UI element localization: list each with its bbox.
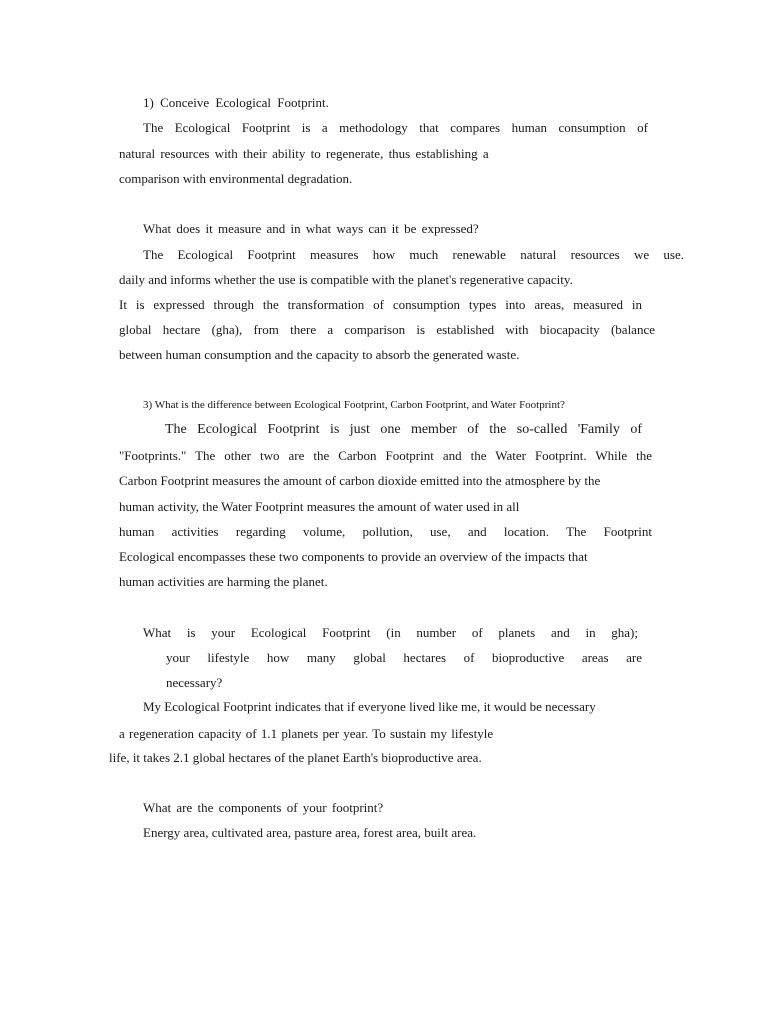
section-3-heading: 3) What is the difference between Ecological Footprint, Carbon Footprint, and Water Footprint? — [143, 399, 565, 411]
paragraph-line: global hectare (gha), from there a comparison is established with biocapacity (balance — [119, 322, 655, 337]
section-1-heading: 1) Conceive Ecological Footprint. — [143, 95, 329, 110]
paragraph-line: daily and informs whether the use is compatible with the planet's regenerative capacity. — [119, 272, 573, 287]
section-2-heading: What does it measure and in what ways can it be expressed? — [143, 221, 479, 236]
paragraph-line: It is expressed through the transformation of consumption types into areas, measured in — [119, 297, 642, 312]
paragraph-line: Carbon Footprint measures the amount of carbon dioxide emitted into the atmosphere by the — [119, 473, 601, 488]
section-4-heading: What is your Ecological Footprint (in number of planets and in gha); — [143, 625, 638, 640]
paragraph-line: between human consumption and the capacity to absorb the generated waste. — [119, 347, 520, 362]
paragraph-line: The Ecological Footprint is just one member of the so-called 'Family of — [165, 422, 642, 437]
paragraph-line: human activities regarding volume, pollution, use, and location. The Footprint — [119, 524, 652, 539]
paragraph-line: natural resources with their ability to regenerate, thus establishing a — [119, 146, 489, 161]
paragraph-line: human activities are harming the planet. — [119, 574, 328, 589]
paragraph-line: life, it takes 2.1 global hectares of the planet Earth's bioproductive area. — [109, 750, 482, 765]
paragraph-line: a regeneration capacity of 1.1 planets per year. To sustain my lifestyle — [119, 726, 494, 741]
paragraph-line: The Ecological Footprint measures how much renewable natural resources we use. — [143, 247, 684, 262]
section-5-heading: What are the components of your footprint? — [143, 800, 384, 815]
paragraph-line: comparison with environmental degradation. — [119, 171, 353, 186]
paragraph-line: human activity, the Water Footprint measures the amount of water used in all — [119, 499, 520, 514]
paragraph-line: Energy area, cultivated area, pasture area, forest area, built area. — [143, 825, 477, 840]
paragraph-line: Ecological encompasses these two components to provide an overview of the impacts that — [119, 549, 588, 564]
paragraph-line: "Footprints." The other two are the Carbon Footprint and the Water Footprint. While the — [119, 448, 652, 463]
paragraph-line: The Ecological Footprint is a methodology that compares human consumption of — [143, 120, 648, 135]
paragraph-line: My Ecological Footprint indicates that if everyone lived like me, it would be necessary — [143, 699, 596, 714]
section-4-heading: your lifestyle how many global hectares of bioproductive areas are — [166, 650, 642, 665]
section-4-heading: necessary? — [166, 675, 223, 690]
